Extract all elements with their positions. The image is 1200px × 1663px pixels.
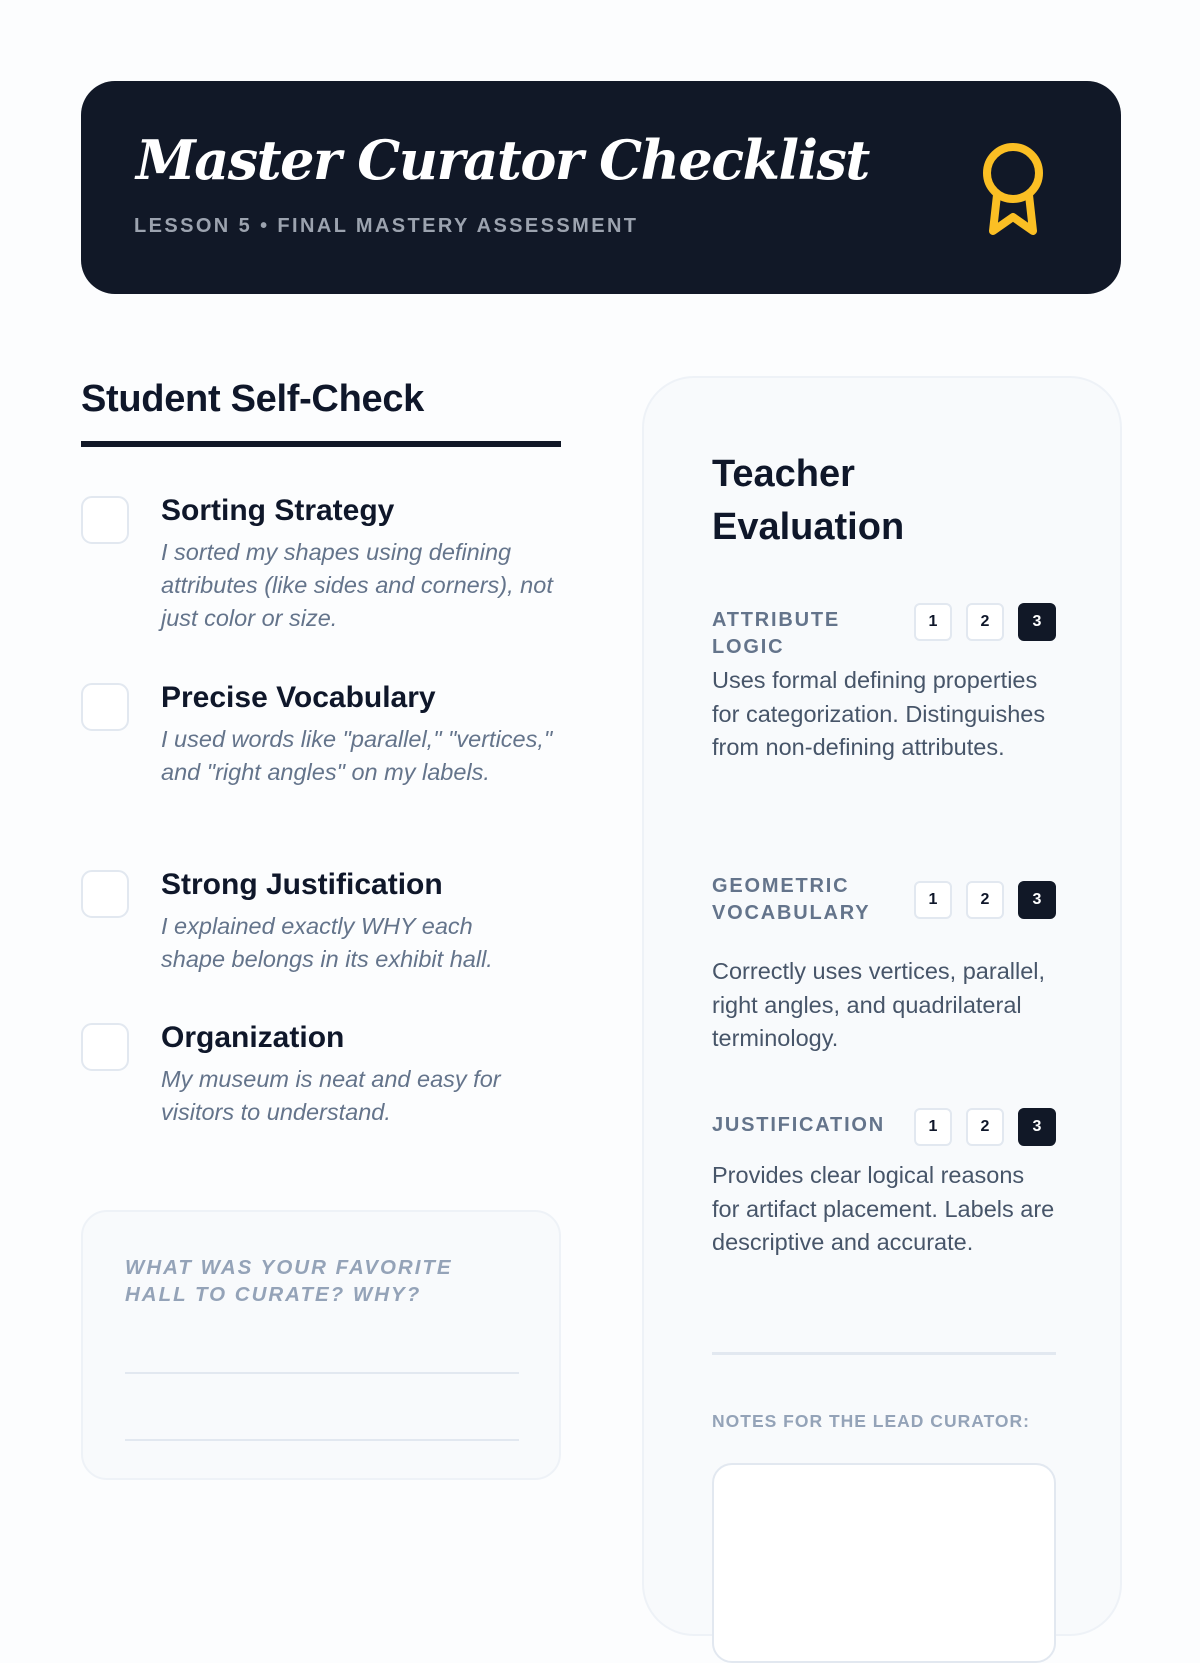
criterion-description: Provides clear logical reasons for artifact placement. Labels are descriptive and accurate. [712,1162,1055,1255]
score-1-button[interactable]: 1 [914,881,952,919]
header-banner [81,81,1121,294]
checklist-item-description: I sorted my shapes using defining attributes (like sides and corners), not just color or size. [161,539,553,631]
reflection-prompt: WHAT WAS YOUR FAVORITE HALL TO CURATE? WHY? [125,1256,453,1306]
page-title: Master Curator Checklist [136,128,869,192]
criterion-name: JUSTIFICATION [712,1114,886,1136]
score-3-button[interactable]: 3 [1018,1108,1056,1146]
score-selector [914,603,1056,641]
score-selector [914,881,1056,919]
teacher-evaluation-panel [642,376,1122,1636]
checklist-item-description: My museum is neat and easy for visitors to understand. [161,1066,501,1125]
checklist-item-label: Sorting Strategy [161,494,395,527]
score-2-button[interactable]: 2 [966,1108,1004,1146]
score-2-button[interactable]: 2 [966,603,1004,641]
section-divider [712,1352,1056,1355]
score-2-button[interactable]: 2 [966,881,1004,919]
checklist-item-label: Precise Vocabulary [161,681,436,714]
checkbox[interactable] [81,496,129,544]
score-3-button[interactable]: 3 [1018,603,1056,641]
reflection-writing-line[interactable] [125,1439,519,1441]
reflection-box [81,1210,561,1480]
section-divider [81,441,561,447]
reflection-writing-line[interactable] [125,1372,519,1374]
criterion-name: ATTRIBUTE LOGIC [712,609,841,658]
criterion-description: Uses formal defining properties for categorization. Distinguishes from non-defining attributes. [712,667,1046,760]
checklist-item-label: Strong Justification [161,868,443,901]
score-selector [914,1108,1056,1146]
checklist-item-description: I used words like "parallel," "vertices," and "right angles" on my labels. [161,726,553,785]
checkbox[interactable] [81,683,129,731]
award-ribbon-icon [977,137,1049,241]
criterion-description: Correctly uses vertices, parallel, right angles, and quadrilateral terminology. [712,958,1046,1051]
criterion-name: GEOMETRIC VOCABULARY [712,875,871,924]
notes-textarea[interactable] [712,1463,1056,1663]
checklist-item-label: Organization [161,1021,345,1054]
student-self-check-title: Student Self-Check [81,378,424,420]
checklist-item-description: I explained exactly WHY each shape belongs in its exhibit hall. [161,913,493,972]
teacher-evaluation-title: Teacher Evaluation [712,453,905,548]
checkbox[interactable] [81,1023,129,1071]
score-1-button[interactable]: 1 [914,603,952,641]
notes-label: NOTES FOR THE LEAD CURATOR: [712,1411,1031,1431]
page-subtitle: LESSON 5 • FINAL MASTERY ASSESSMENT [134,215,639,237]
checkbox[interactable] [81,870,129,918]
score-1-button[interactable]: 1 [914,1108,952,1146]
score-3-button[interactable]: 3 [1018,881,1056,919]
